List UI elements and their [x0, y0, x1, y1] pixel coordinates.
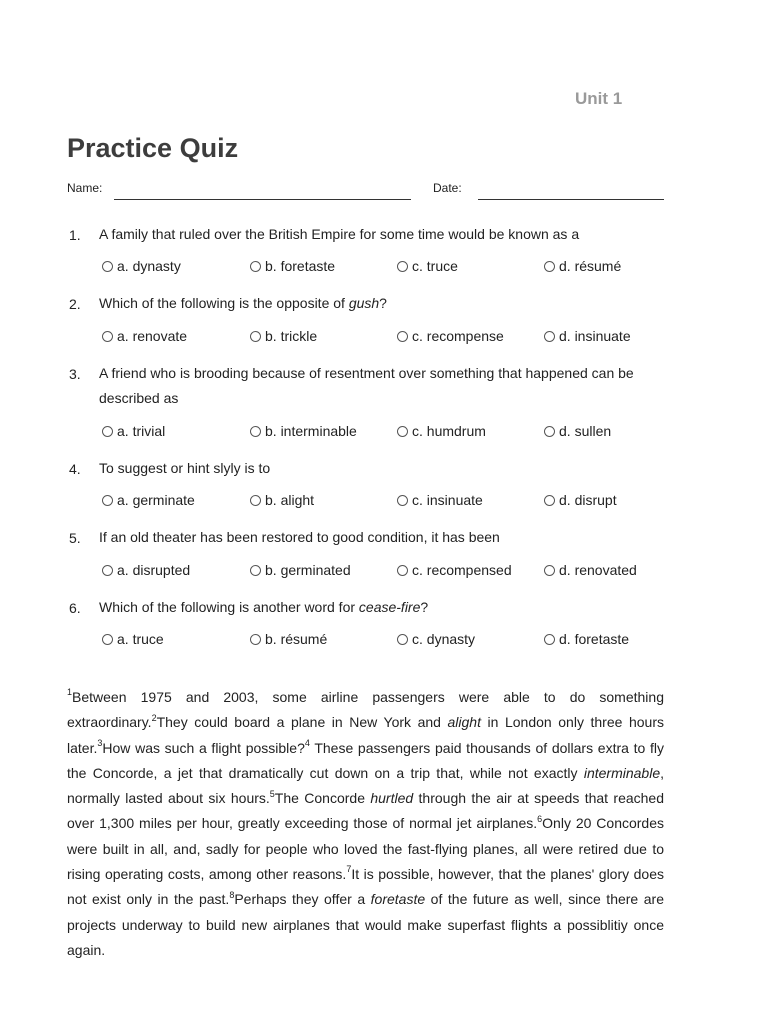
option-d[interactable]: d. insinuate — [544, 328, 631, 344]
radio-button[interactable] — [397, 565, 408, 576]
option-b[interactable]: b. germinated — [250, 562, 351, 578]
option-b[interactable]: b. foretaste — [250, 258, 335, 274]
radio-button[interactable] — [544, 634, 555, 645]
question-number: 6. — [69, 600, 81, 616]
question-text: To suggest or hint slyly is to — [99, 460, 271, 476]
radio-button[interactable] — [250, 634, 261, 645]
radio-button[interactable] — [544, 426, 555, 437]
radio-button[interactable] — [544, 565, 555, 576]
question-number: 3. — [69, 366, 81, 382]
radio-button[interactable] — [397, 261, 408, 272]
option-b[interactable]: b. résumé — [250, 631, 327, 647]
option-d[interactable]: d. disrupt — [544, 492, 617, 508]
question-text: Which of the following is another word for cease-fire? — [99, 599, 429, 615]
date-label: Date: — [433, 181, 462, 195]
radio-button[interactable] — [250, 426, 261, 437]
name-label: Name: — [67, 181, 103, 195]
radio-button[interactable] — [250, 565, 261, 576]
option-d[interactable]: d. foretaste — [544, 631, 629, 647]
option-c[interactable]: c. humdrum — [397, 423, 486, 439]
option-c[interactable]: c. recompense — [397, 328, 504, 344]
option-c[interactable]: c. recompensed — [397, 562, 512, 578]
option-a[interactable]: a. dynasty — [102, 258, 181, 274]
radio-button[interactable] — [397, 426, 408, 437]
option-d[interactable]: d. résumé — [544, 258, 621, 274]
option-a[interactable]: a. germinate — [102, 492, 195, 508]
option-b[interactable]: b. trickle — [250, 328, 317, 344]
option-c[interactable]: c. insinuate — [397, 492, 483, 508]
option-a[interactable]: a. renovate — [102, 328, 187, 344]
name-field[interactable] — [114, 199, 411, 200]
question-text: A friend who is brooding because of resentment over something that happened can be described as — [99, 365, 634, 406]
date-field[interactable] — [478, 199, 664, 200]
radio-button[interactable] — [102, 565, 113, 576]
radio-button[interactable] — [544, 331, 555, 342]
option-c[interactable]: c. dynasty — [397, 631, 475, 647]
option-c[interactable]: c. truce — [397, 258, 458, 274]
radio-button[interactable] — [250, 331, 261, 342]
option-a[interactable]: a. truce — [102, 631, 164, 647]
radio-button[interactable] — [102, 331, 113, 342]
option-b[interactable]: b. interminable — [250, 423, 357, 439]
radio-button[interactable] — [102, 634, 113, 645]
option-b[interactable]: b. alight — [250, 492, 314, 508]
question-text: Which of the following is the opposite of gush? — [99, 295, 387, 311]
question-number: 2. — [69, 296, 81, 312]
radio-button[interactable] — [397, 495, 408, 506]
radio-button[interactable] — [102, 261, 113, 272]
radio-button[interactable] — [250, 495, 261, 506]
radio-button[interactable] — [102, 495, 113, 506]
option-a[interactable]: a. disrupted — [102, 562, 190, 578]
unit-label: Unit 1 — [575, 89, 623, 108]
option-a[interactable]: a. trivial — [102, 423, 165, 439]
radio-button[interactable] — [544, 495, 555, 506]
question-text: A family that ruled over the British Empire for some time would be known as a — [99, 226, 580, 242]
question-number: 1. — [69, 227, 81, 243]
question-number: 5. — [69, 530, 81, 546]
radio-button[interactable] — [102, 426, 113, 437]
question-text: If an old theater has been restored to good condition, it has been — [99, 529, 500, 545]
question-number: 4. — [69, 461, 81, 477]
option-d[interactable]: d. sullen — [544, 423, 611, 439]
option-d[interactable]: d. renovated — [544, 562, 637, 578]
radio-button[interactable] — [250, 261, 261, 272]
reading-passage: $^1$Between 1975 and 2003, some airline passengers were able to do something extraordinary.$^2$They could board a plane in New York and alight in London only three hours later.$^3$How was such a flight possible?$^4$ These passengers paid thousands of dollars extra to fly the Concorde, a jet that dramatically cut down on a trip that, while not exactly interminable, normally lasted about six hours.$^5$The Concorde hurtled through the air at speeds that reached over 1,300 miles per hour, greatly exceeding those of normal jet airplanes.$^6$Only 20 Concordes were built in all, and, sadly for people who loved the fast-flying planes, all were retired due to rising operating costs, among other reasons.$^7$It is possible, however, that the planes' glory does not exist only in the past.$^8$Perhaps they offer a foretaste of the future as well, since there are projects underway to build new airplanes that would make superfast flights a possiblitiy once again. — [67, 687, 664, 958]
radio-button[interactable] — [544, 261, 555, 272]
radio-button[interactable] — [397, 634, 408, 645]
radio-button[interactable] — [397, 331, 408, 342]
page-title: Practice Quiz — [67, 133, 239, 163]
